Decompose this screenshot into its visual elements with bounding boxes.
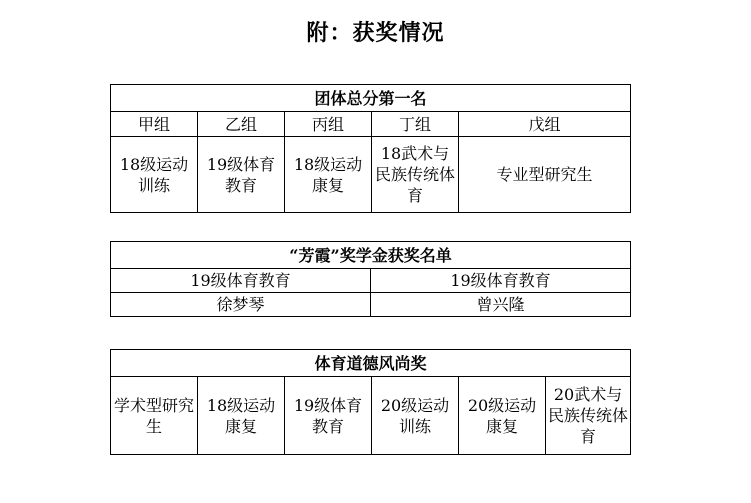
- group-b: 乙组: [198, 112, 285, 137]
- ethics-winner-1: 学术型研究生: [111, 377, 198, 455]
- class-row: [111, 269, 631, 293]
- ethics-winner-6: 20武术与民族传统体育: [546, 377, 631, 455]
- table-header-row: [111, 242, 631, 269]
- ethics-winner-4: 20级运动训练: [372, 377, 459, 455]
- ethics-winner-2: 18级运动康复: [198, 377, 285, 455]
- group-c: 丙组: [285, 112, 372, 137]
- team-total-table: [110, 84, 631, 213]
- team-total-header: 团体总分第一名: [111, 85, 631, 112]
- table-header-row: [111, 85, 631, 112]
- class-right: 19级体育教育: [371, 269, 631, 293]
- name-right: 曾兴隆: [371, 293, 631, 317]
- group-a: 甲组: [111, 112, 198, 137]
- name-left: 徐梦琴: [111, 293, 371, 317]
- ethics-winner-3: 19级体育教育: [285, 377, 372, 455]
- winner-a: 18级运动训练: [111, 137, 198, 213]
- winner-b: 19级体育教育: [198, 137, 285, 213]
- winner-row: [111, 137, 631, 213]
- winner-d: 18武术与民族传统体育: [372, 137, 459, 213]
- page-title: 附：获奖情况: [306, 20, 445, 46]
- group-row: [111, 112, 631, 137]
- table-header-row: [111, 350, 631, 377]
- winner-e: 专业型研究生: [459, 137, 631, 213]
- fangxia-scholarship-table: [110, 241, 631, 317]
- fangxia-header: “芳霞”奖学金获奖名单: [111, 242, 631, 269]
- winner-c: 18级运动康复: [285, 137, 372, 213]
- group-d: 丁组: [372, 112, 459, 137]
- name-row: [111, 293, 631, 317]
- ethics-winner-5: 20级运动康复: [459, 377, 546, 455]
- winner-row: [111, 377, 631, 455]
- class-left: 19级体育教育: [111, 269, 371, 293]
- group-e: 戊组: [459, 112, 631, 137]
- ethics-header: 体育道德风尚奖: [111, 350, 631, 377]
- sportsmanship-award-table: [110, 349, 631, 455]
